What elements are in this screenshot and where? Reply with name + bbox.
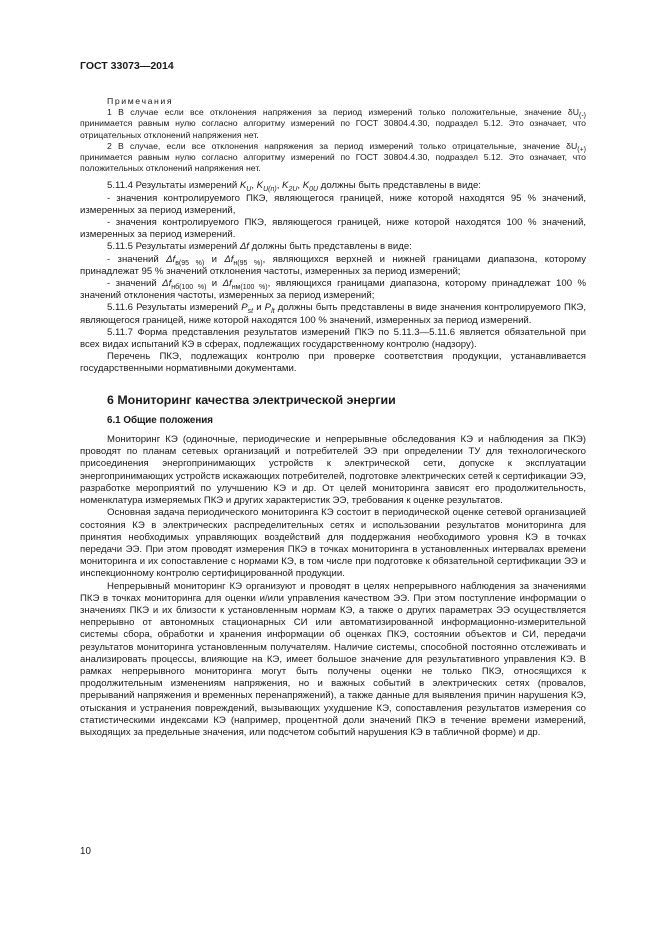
paragraph-periodic-monitoring: Основная задача периодического мониторинга КЭ состоит в периодической оценке сетевой организацией состояния КЭ в электрических распределительных сетях и использовании результатов мониторинга для принятия необходимых управляющих воздействий для поддержания необходимого уровня КЭ в точках передачи ЭЭ. При этом проводят измерения ПКЭ в точках мониторинга в установленных интервалах времени мониторинга и их сопоставление с нормами КЭ, в том числе при подготовке к обязательной сертификации ЭЭ и инспекционному контролю сертифицированной продукции. (80, 507, 586, 580)
subsection-heading: 6.1 Общие положения (107, 414, 214, 426)
paragraph-5-11-7: 5.11.7 Форма представления результатов измерений ПКЭ по 5.11.3—5.11.6 является обязательной при всех видах испытаний КЭ в сферах, подлежащих государственному контролю (надзору). (80, 326, 586, 351)
note-2: 2 В случае, если все отклонения напряжения за период измерений только отрицательные, значение $\delta U_{(+)}$ принимается равным нулю согласно алгоритму измерений по ГОСТ 30804.4.30, подраздел 5.12. Это означает, что положительных отклонений напряжения нет. (80, 140, 586, 174)
document-body (80, 96, 586, 739)
list-item-freq-95: - значений $\Delta f_{в(95 \%)}$ и $\Delta f_{н(95 \%)}$, являющихся верхней и нижней границами диапазона, которому принадлежат 95 % значений отклонения частоты, измеренных за период измерений; (80, 253, 587, 277)
paragraph-5-11-5: 5.11.5 Результаты измерений Δf должны быть представлены в виде: (107, 241, 412, 253)
paragraph-5-11-6: 5.11.6 Результаты измерений $P_{st}$ и $P_{lt}$ должны быть представлены в виде значения контролируемого ПКЭ, являющегося границей, ниже которой находятся 100 % значений, измеренных за период измерений. (80, 302, 586, 326)
paragraph-5-11-4: 5.11.4 Результаты измерений $K_U$, $K_{U(n)}$, $K_{2U}$, $K_{0U}$ должны быть представлены в виде: (107, 180, 481, 194)
notes-heading: Примечания (107, 96, 174, 106)
section-heading: 6 Мониторинг качества электрической энергии (107, 392, 396, 407)
paragraph-list-pke: Перечень ПКЭ, подлежащих контролю при проверке соответствия продукции, устанавливается государственными нормативными документами. (80, 351, 586, 375)
note-1: 1 В случае если все отклонения напряжения за период измерений только положительные, значение $\delta U_{(-)}$ принимается равным нулю согласно алгоритму измерений по ГОСТ 30804.4.30, подраздел 5.12. Это означает, что отрицательных отклонений напряжения нет. (80, 107, 586, 140)
paragraph-monitoring: Мониторинг КЭ (одиночные, периодические и непрерывные обследования КЭ и наблюдения за ПКЭ) проводят по планам сетевых организаций и потребителей ЭЭ при определении ТУ для технологического присоединения энергопринимающих устройств к электрической сети, допуске к эксплуатации энергопринимающих устройств искажающих потребителей, подготовке электрических сетей к сертификации ЭЭ, разработке мероприятий по улучшению КЭ и др. От целей мониторинга зависят его продолжительность, номенклатура измеряемых ПКЭ и других характеристик ЭЭ, требования к оценке результатов. (80, 434, 586, 507)
page-header: ГОСТ 33073—2014 (80, 60, 174, 72)
page-number: 10 (80, 846, 91, 857)
list-item-100: - значения контролируемого ПКЭ, являющегося границей, ниже которой находятся 100 % значений, измеренных за период измерений. (80, 217, 586, 241)
list-item-95: - значения контролируемого ПКЭ, являющегося границей, ниже которой находятся 95 % значений, измеренных за период измерений, (80, 192, 586, 216)
list-item-freq-100: - значений $\Delta f_{нб(100 \%)}$ и $\Delta f_{нм(100 \%)}$, являющихся границами диапазона, которому принадлежат 100 % значений отклонения частоты, измеренных за период измерений; (80, 278, 586, 302)
paragraph-continuous-monitoring: Непрерывный мониторинг КЭ организуют и проводят в целях непрерывного наблюдения за значениями ПКЭ в точках мониторинга для оценки и/или управления качеством ЭЭ. При этом поступление информации о значениях ПКЭ и их близости к установленным нормам КЭ, а также о других параметрах ЭЭ осуществляется непрерывно от автономных стационарных СИ или автоматизированной информационно-измерительной системы сбора, обработки и хранения информации об оценках ПКЭ, состоянии объектов и СИ, передачи результатов мониторинга установленным получателям. Наличие системы, способной постоянно отслеживать и анализировать процессы, влияющие на КЭ, имеет большое значение для результативного управления КЭ. В рамках непрерывного мониторинга могут быть получены оценки не только ПКЭ, относящихся к продолжительным изменениям напряжения, но и важных событий в электрических сетях (провалов, прерываний напряжения и временных перенапряжений), а также данные для выявления причин нарушения КЭ, отыскания и устранения повреждений, вызывающих ухудшение КЭ, сопоставления результатов измерения со статистическими индексами КЭ (например, процентной доли значений ПКЭ в течение времени измерений, выходящих за предельные значения, или подсчетом событий нарушения КЭ в табличной форме) и др. (80, 580, 586, 738)
